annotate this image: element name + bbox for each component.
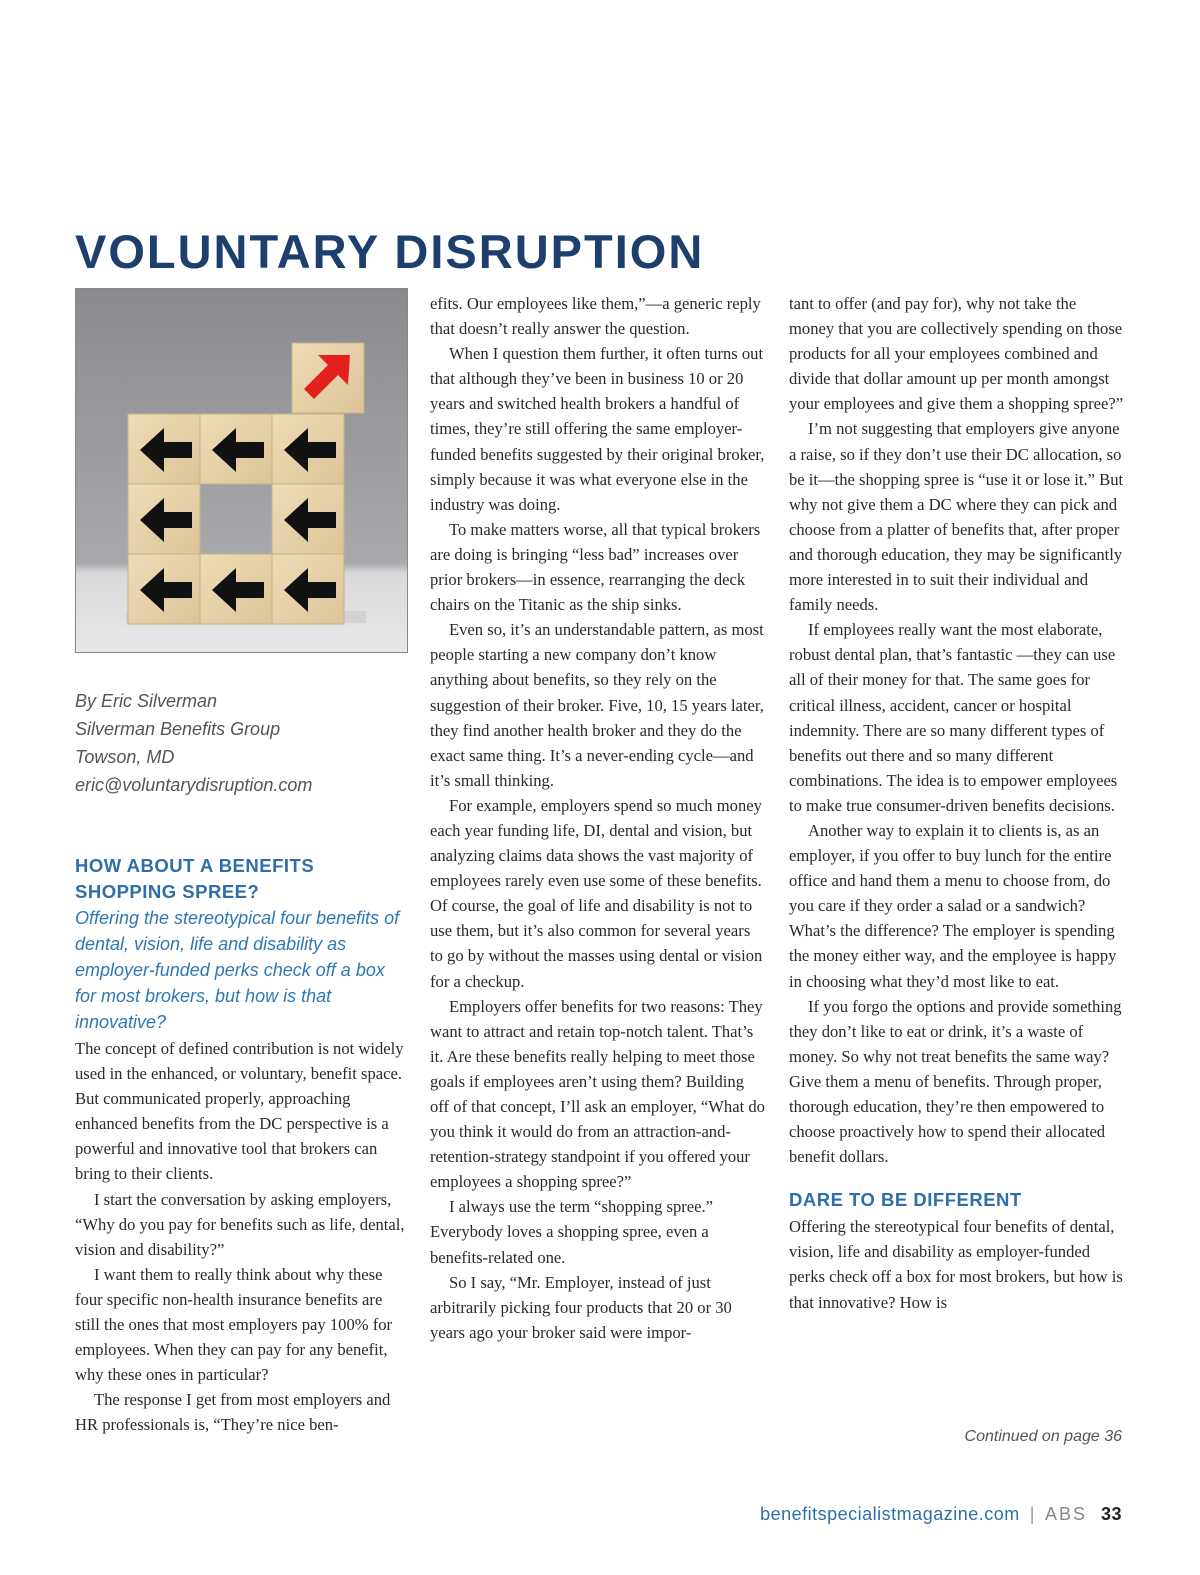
section-heading-dare-to-be-different: DARE TO BE DIFFERENT [789, 1189, 1022, 1211]
paragraph: Even so, it’s an understandable pattern, as most people starting a new company don’t know anything about benefits, so they rely on the suggestion of their broker. Five, 10, 15 years later, they find another health broker and they do the exact same thing. It’s a never-ending cycle—and it’s small thinking. [430, 620, 764, 790]
article-title: VOLUNTARY DISRUPTION [75, 225, 705, 278]
paragraph: The response I get from most employers and HR professionals is, “They’re nice ben- [75, 1390, 391, 1435]
deck-pullquote: Offering the stereotypical four benefits of dental, vision, life and disability as employer-funded perks check off a box for most brokers, but how is that innovative? [75, 908, 400, 1032]
page-number: 33 [1100, 1504, 1122, 1524]
page-footer [760, 1504, 1122, 1525]
section-heading-shopping-spree: HOW ABOUT A BENEFITS SHOPPING SPREE? [75, 855, 315, 902]
paragraph: If employees really want the most elaborate, robust dental plan, that’s fantastic —they can use all of their money for that. The same goes for critical illness, accident, cancer or hospital indemnity. There are so many different types of benefits out there and so many different combinations. The idea is to empower employees to make true consumer-driven benefits decisions. [789, 620, 1118, 815]
text-column-2 [430, 291, 765, 1345]
paragraph: Employers offer benefits for two reasons: They want to attract and retain top-notch talent. That’s it. Are these benefits really helping to meet those goals if employees aren’t using them? Building off of that concept, I’ll ask an employer, “What do you think it would do from an attraction-and-retention-strategy standpoint if you offered your employees a shopping spree?” [430, 996, 765, 1192]
footer-site[interactable]: benefitspecialistmagazine.com [760, 1504, 1020, 1524]
paragraph: I want them to really think about why these four specific non-health insurance benefits are still the ones that most employers pay 100% for employees. When they can pay for any benefit, why these ones in particular? [75, 1264, 393, 1385]
continued-note: Continued on page 36 [964, 1428, 1122, 1445]
footer-publication: ABS [1044, 1504, 1087, 1524]
text-column-1 [75, 1036, 410, 1438]
author-name: By Eric Silverman [75, 691, 218, 711]
paragraph: I always use the term “shopping spree.” Everybody loves a shopping spree, even a benefits-related one. [430, 1197, 714, 1267]
paragraph: efits. Our employees like them,”—a generic reply that doesn’t really answer the question. [430, 294, 761, 339]
paragraph: Another way to explain it to clients is, as an employer, if you offer to buy lunch for the entire office and hand them a menu to choose from, do you care if they order a salad or a sandwich? What’s the difference? The employer is spending the money either way, and the employee is happy in choosing what they’d most like to eat. [789, 820, 1117, 991]
byline [75, 687, 415, 799]
author-company: Silverman Benefits Group [75, 719, 281, 739]
footer-separator: | [1029, 1504, 1035, 1524]
paragraph: The concept of defined contribution is not widely used in the enhanced, or voluntary, benefit space. But communicated properly, approaching enhanced benefits from the DC perspective is a powerful and innovative tool that brokers can bring to their clients. [75, 1039, 404, 1184]
author-email[interactable]: eric@voluntarydisruption.com [75, 775, 313, 795]
paragraph: For example, employers spend so much money each year funding life, DI, dental and vision, but analyzing claims data shows the vast majority of employees rarely even use some of these benefits. Of course, the goal of life and disability is not to use them, but it’s also common for several years to go by without the masses using dental or vision for a checkup. [430, 795, 763, 991]
wooden-blocks-arrows-image [76, 289, 408, 653]
paragraph: So I say, “Mr. Employer, instead of just arbitrarily picking four products that 20 or 30 years ago your broker said were impor- [430, 1272, 732, 1342]
paragraph: Offering the stereotypical four benefits of dental, vision, life and disability as employer-funded perks check off a box for most brokers, but how is that innovative? How is [789, 1217, 1123, 1312]
article-photo [75, 288, 408, 653]
paragraph: tant to offer (and pay for), why not take the money that you are collectively spending on those products for all your employees combined and divide that dollar amount up per month amongst your employees and give them a shopping spree?” [789, 294, 1124, 414]
text-column-3 [789, 291, 1124, 1315]
paragraph: I’m not suggesting that employers give anyone a raise, so if they don’t use their DC allocation, so be it—the shopping spree is “use it or lose it.” But why not give them a DC where they can pick and choose from a platter of benefits that, after proper and thorough education, they may be significantly more interested in to suit their individual and family needs. [789, 419, 1124, 615]
paragraph: I start the conversation by asking employers, “Why do you pay for benefits such as life, dental, vision and disability?” [75, 1189, 405, 1259]
paragraph: If you forgo the options and provide something they don’t like to eat or drink, it’s a waste of money. So why not treat benefits the same way? Give them a menu of benefits. Through proper, thorough education, they’re then empowered to choose proactively how to spend their allocated benefit dollars. [789, 996, 1122, 1167]
author-location: Towson, MD [75, 747, 175, 767]
paragraph: To make matters worse, all that typical brokers are doing is bringing “less bad” increases over prior brokers—in essence, rearranging the deck chairs on the Titanic as the ship sinks. [430, 519, 761, 615]
paragraph: When I question them further, it often turns out that although they’ve been in business 10 or 20 years and switched health brokers a handful of times, they’re still offering the same employer-funded benefits suggested by their original broker, simply because it was what everyone else in the industry was doing. [430, 344, 765, 514]
